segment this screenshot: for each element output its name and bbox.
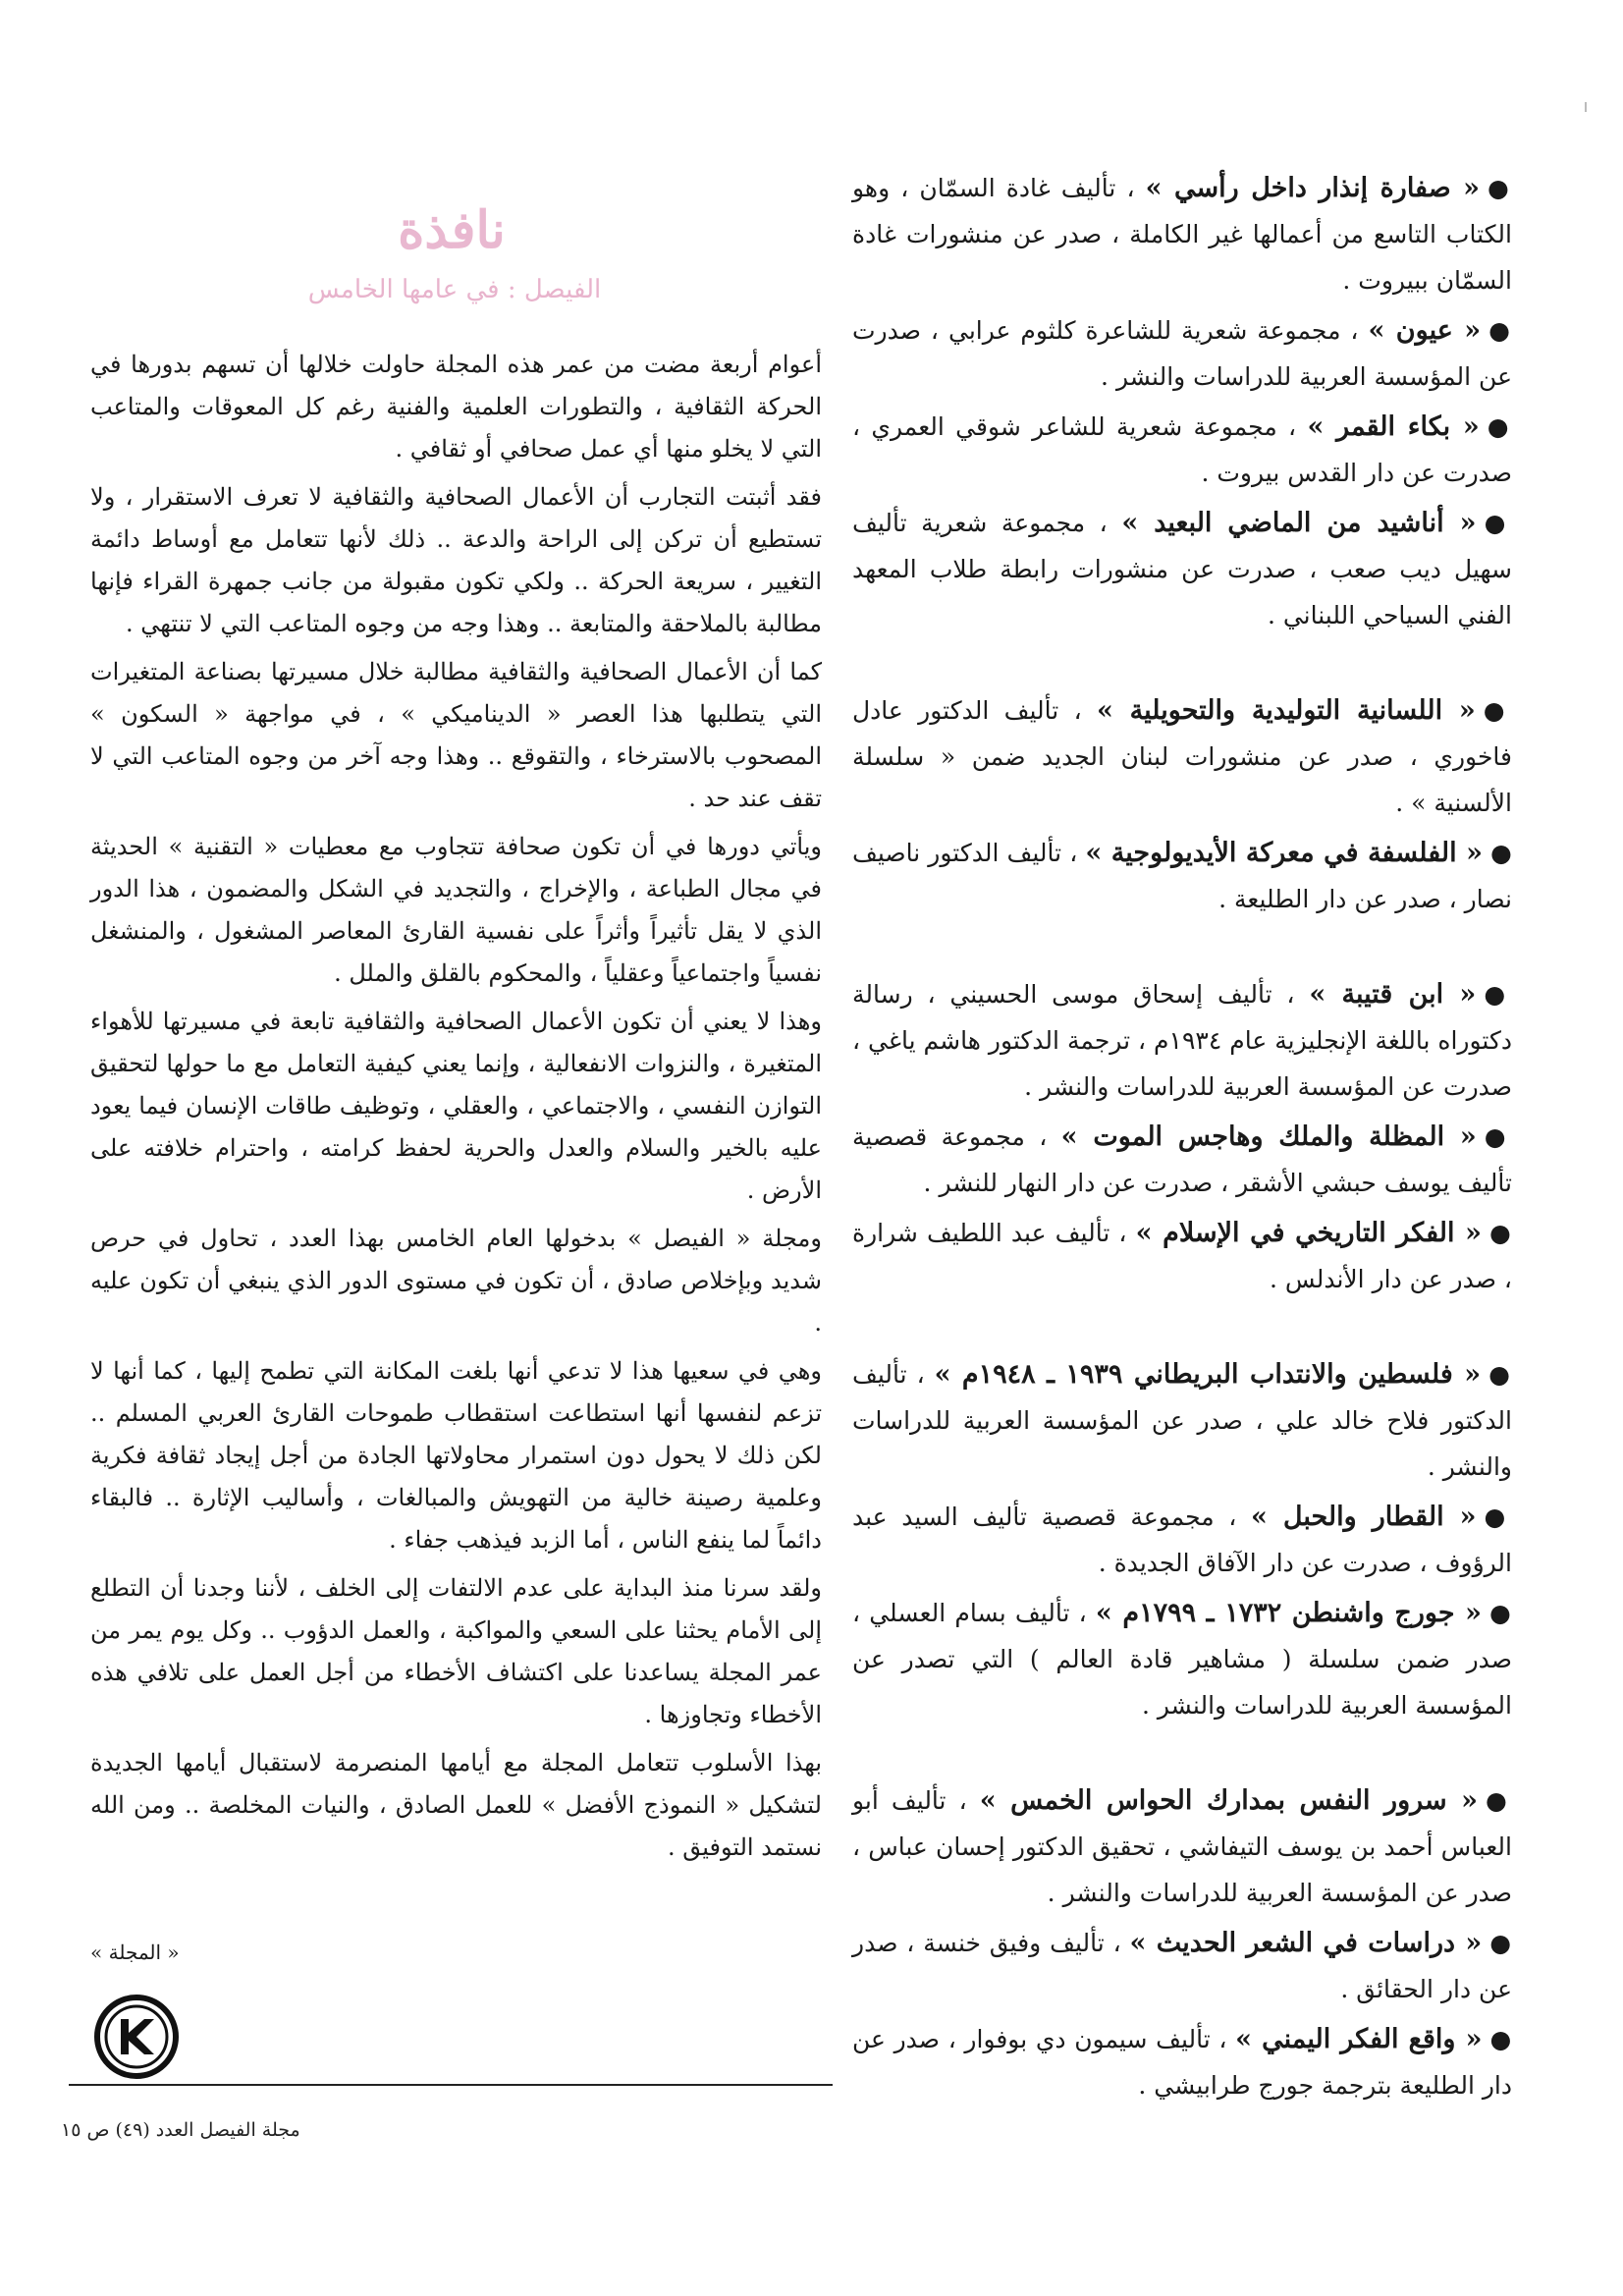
book-entry [852, 971, 1512, 1110]
bullet-icon: ● [1488, 174, 1512, 202]
editorial-paragraph: ولقد سرنا منذ البداية على عدم الالتفات إلى الخلف ، لأننا وجدنا أن التطلع إلى الأمام يحثنا على السعي والمواكبة ، والعمل الدؤوب .. وكل يوم يمر من عمر المجلة يساعدنا على اكتشاف الأخطاء من أجل العمل على تلافي هذه الأخطاء وتجاوزها . [90, 1574, 823, 1728]
al-faisal-logo-icon [93, 1994, 180, 2080]
book-title: « أناشيد من الماضي البعيد » [1121, 508, 1477, 538]
editorial-signature: « المجلة » [90, 1941, 180, 1964]
book-details: ، تأليف وفيق خنسة ، صدر عن دار الحقائق . [852, 1929, 1512, 2003]
book-details: ، تأليف الدكتور فلاح خالد علي ، صدر عن المؤسسة العربية للدراسات والنشر . [852, 1360, 1512, 1481]
book-entry [852, 307, 1512, 400]
book-title: « الفكر التاريخي في الإسلام » [1135, 1218, 1482, 1248]
editorial-paragraph: أعوام أربعة مضت من عمر هذه المجلة حاولت خلالها أن تسهم بدورها في الحركة الثقافية ، والتطورات العلمية والفنية رغم كل المعوقات والمتاعب التي لا يخلو منها أي عمل صحافي أو ثقافي . [90, 351, 822, 463]
bullet-icon: ● [1487, 412, 1512, 441]
book-details: ، تأليف أبو العباس أحمد بن يوسف التيفاشي ، تحقيق الدكتور إحسان عباس ، صدر عن المؤسسة العربية للدراسات والنشر . [852, 1786, 1512, 1907]
book-title: « جورج واشنطن ١٧٣٢ ـ ١٧٩٩م » [1095, 1598, 1482, 1628]
book-entry [852, 1210, 1512, 1302]
book-details: ، تأليف عبد اللطيف شرارة ، صدر عن دار الأندلس . [852, 1219, 1512, 1293]
book-title: « اللسانية التوليدية والتحويلية » [1097, 695, 1476, 726]
editorial-paragraph: ومجلة « الفيصل » بدخولها العام الخامس بهذا العدد ، تحاول في حرص شديد وبإخلاص صادق ، أن تكون في مستوى الدور الذي ينبغي أن تكون عليه . [90, 1225, 822, 1337]
book-title: « بكاء القمر » [1307, 411, 1480, 442]
book-entry [852, 1920, 1512, 2012]
book-entry [852, 1114, 1512, 1206]
scan-mark [1585, 102, 1587, 112]
bullet-icon: ● [1484, 1503, 1512, 1531]
book-details: ، تأليف سيمون دي بوفوار ، صدر عن دار الطليعة بترجمة جورج طرابيشي . [852, 2025, 1512, 2100]
book-details: ، تأليف إسحاق موسى الحسيني ، رسالة دكتوراه باللغة الإنجليزية عام ١٩٣٤م ، ترجمة الدكتور هاشم ياغي ، صدرت عن المؤسسة العربية للدراسات والنشر . [852, 980, 1512, 1101]
book-list-column [852, 165, 1512, 2112]
footer-rule [69, 2084, 833, 2086]
entry-gap [852, 926, 1512, 971]
editorial-paragraph: كما أن الأعمال الصحافية والثقافية مطالبة خلال مسيرتها بصناعة المتغيرات التي يتطلبها هذا العصر « الديناميكي » ، في مواجهة « السكون » المصحوب بالاسترخاء ، والتقوقع .. وهذا وجه آخر من وجوه المتاعب التي لا تقف عند حد . [90, 658, 822, 812]
book-title: « عيون » [1368, 315, 1482, 346]
bullet-icon: ● [1486, 1786, 1512, 1815]
editorial-paragraph: وهي في سعيها هذا لا تدعي أنها بلغت المكانة التي تطمح إليها ، كما أنها لا تزعم لنفسها أنها استطاعت استقطاب طموحات القارئ العربي المسلم .. لكن ذلك لا يحول دون استمرار محاولاتها الجادة من أجل إيجاد ثقافة فكرية وعلمية رصينة خالية من التهويش والمبالغات ، وأساليب الإثارة .. فالبقاء دائماً لما ينفع الناس ، أما الزبد فيذهب جفاء . [90, 1357, 822, 1554]
bullet-icon: ● [1484, 980, 1513, 1009]
bullet-icon: ● [1488, 1219, 1512, 1247]
book-entry [852, 2016, 1512, 2108]
bullet-icon: ● [1488, 1360, 1512, 1389]
book-details: ، تأليف الدكتور عادل فاخوري ، صدر عن منشورات لبنان الجديد ضمن « سلسلة الألسنية » . [852, 696, 1512, 817]
book-details: ، مجموعة قصصية تأليف السيد عبد الرؤوف ، صدرت عن دار الآفاق الجديدة . [852, 1503, 1512, 1577]
entry-gap [852, 1732, 1512, 1777]
bullet-icon: ● [1483, 696, 1512, 725]
book-title: « المظلة والملك وهاجس الموت » [1060, 1121, 1477, 1152]
bullet-icon: ● [1484, 1122, 1513, 1151]
book-entry [852, 404, 1512, 496]
book-title: « دراسات في الشعر الحديث » [1129, 1928, 1483, 1958]
book-title: « فلسطين والانتداب البريطاني ١٩٣٩ ـ ١٩٤٨م » [934, 1359, 1482, 1390]
bullet-icon: ● [1488, 316, 1513, 345]
window-title: نافذة [398, 200, 506, 260]
book-entry [852, 165, 1512, 303]
book-entry [852, 500, 1512, 638]
bullet-icon: ● [1489, 1929, 1512, 1957]
book-title: « سرور النفس بمدارك الحواس الخمس » [979, 1785, 1479, 1816]
editorial-paragraph: وهذا لا يعني أن تكون الأعمال الصحافية والثقافية تابعة في مسيرتها للأهواء المتغيرة ، والنزوات الانفعالية ، وإنما يعني كيفية التعامل مع ما حولها لتحقيق التوازن النفسي ، والاجتماعي ، والعقلي ، وتوظيف طاقات الإنسان فيما يعود عليه بالخير والسلام والعدل والحرية لحفظ كرامته ، واحترام خلافته على الأرض . [90, 1008, 822, 1204]
book-entry [852, 1351, 1512, 1490]
book-details: ، مجموعة شعرية تأليف سهيل ديب صعب ، صدرت عن منشورات رابطة طلاب المعهد الفني السياحي اللبناني . [852, 509, 1512, 629]
book-entry [852, 1590, 1512, 1728]
window-subtitle: الفيصل : في عامها الخامس [307, 275, 602, 304]
book-entry [852, 830, 1512, 922]
book-details: ، تأليف الدكتور ناصيف نصار ، صدر عن دار الطليعة . [852, 839, 1512, 913]
book-title: « القطار والحبل » [1250, 1502, 1477, 1532]
book-title: « الفلسفة في معركة الأيديولوجية » [1085, 838, 1484, 868]
bullet-icon: ● [1484, 509, 1512, 537]
bullet-icon: ● [1488, 1599, 1512, 1627]
book-entry [852, 687, 1512, 826]
entry-gap [852, 642, 1512, 687]
page-footer: مجلة الفيصل العدد (٤٩) ص ١٥ [61, 2119, 300, 2141]
editorial-paragraph: بهذا الأسلوب تتعامل المجلة مع أيامها المنصرمة لاستقبال أيامها الجديدة لتشكيل « النموذج الأفضل » للعمل الصادق ، والنيات المخلصة .. ومن الله نستمد التوفيق . [90, 1749, 822, 1861]
book-details: ، مجموعة شعرية للشاعرة كلثوم عرابي ، صدرت عن المؤسسة العربية للدراسات والنشر . [852, 316, 1512, 391]
bullet-icon: ● [1489, 2025, 1512, 2053]
book-title: « صفارة إنذار داخل رأسي » [1145, 173, 1481, 203]
bullet-icon: ● [1490, 839, 1512, 867]
book-details: ، تأليف غادة السمّان ، وهو الكتاب التاسع من أعمالها غير الكاملة ، صدر عن منشورات غادة السمّان ببيروت . [852, 174, 1512, 295]
editorial-paragraph: فقد أثبتت التجارب أن الأعمال الصحافية والثقافية لا تعرف الاستقرار ، ولا تستطيع أن تركن إلى الراحة والدعة .. ذلك لأنها تتعامل مع أوساط دائمة التغيير ، سريعة الحركة .. ولكي تكون مقبولة من جانب جمهرة القراء فإنها مطالبة بالملاحقة والمتابعة .. وهذا وجه من وجوه المتاعب التي لا تنتهي . [90, 483, 822, 637]
entry-gap [852, 1306, 1512, 1351]
book-title: « واقع الفكر اليمني » [1235, 2024, 1483, 2054]
book-entry [852, 1777, 1512, 1916]
editorial-column [90, 344, 822, 1875]
book-details: ، تأليف بسام العسلي ، صدر ضمن سلسلة ( مشاهير قادة العالم ) التي تصدر عن المؤسسة العربية للدراسات والنشر . [852, 1599, 1512, 1720]
editorial-paragraph: ويأتي دورها في أن تكون صحافة تتجاوب مع معطيات « التقنية » الحديثة في مجال الطباعة ، والإخراج ، والتجديد في الشكل والمضمون ، هذا الدور الذي لا يقل تأثيراً وأثراً على نفسية القارئ المعاصر المشغول ، والمنشغل نفسياً واجتماعياً وعقلياً ، والمحكوم بالقلق والملل . [90, 833, 822, 987]
book-details: ، مجموعة قصصية تأليف يوسف حبشي الأشقر ، صدرت عن دار النهار للنشر . [852, 1122, 1512, 1197]
book-entry [852, 1494, 1512, 1586]
book-title: « ابن قتيبة » [1309, 979, 1477, 1010]
book-details: ، مجموعة شعرية للشاعر شوقي العمري ، صدرت عن دار القدس بيروت . [852, 412, 1512, 487]
